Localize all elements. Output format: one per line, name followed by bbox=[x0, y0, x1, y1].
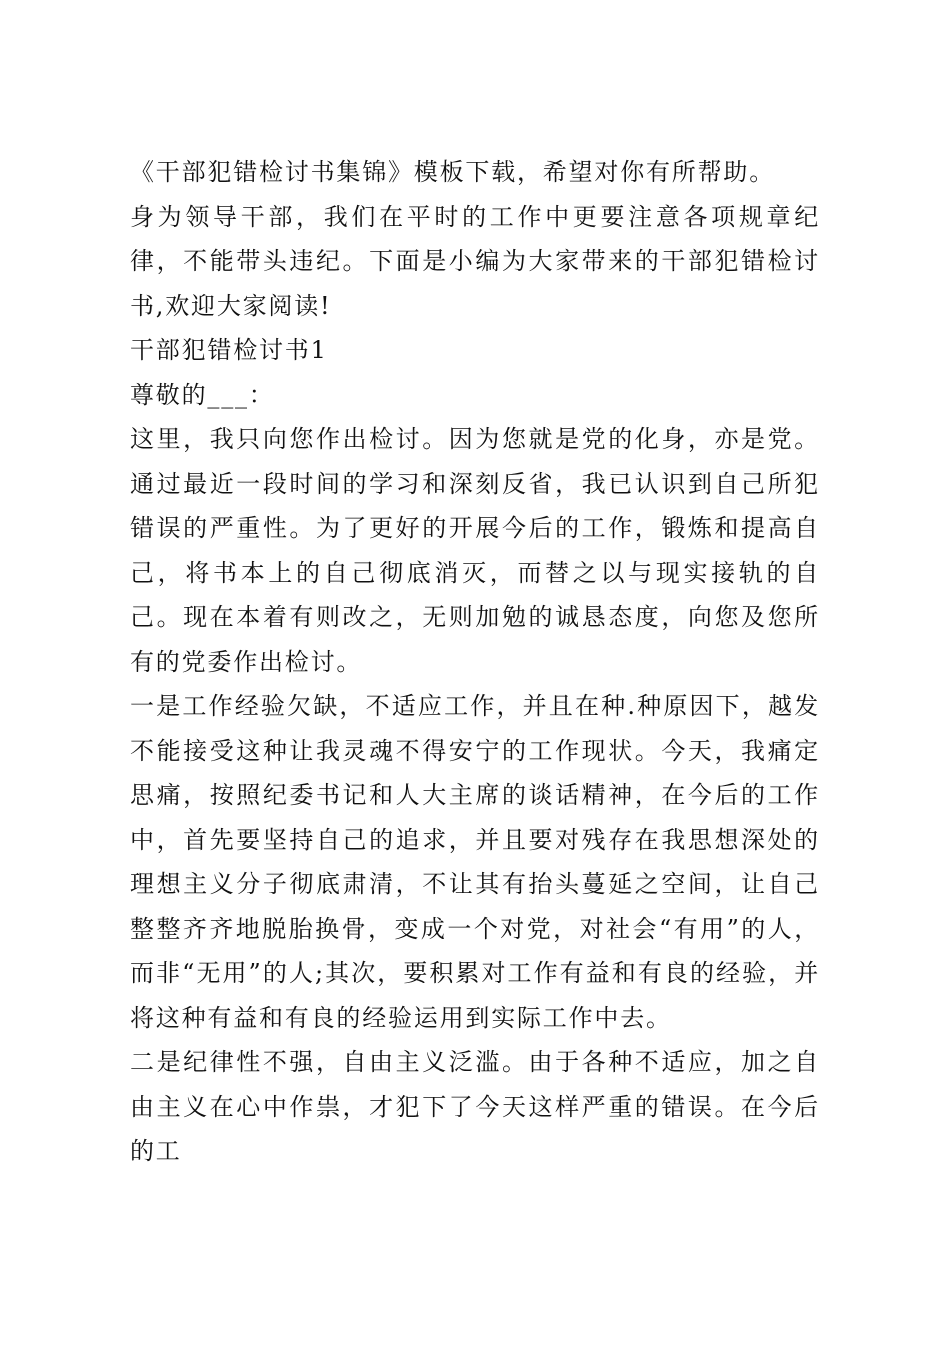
salutation: 尊敬的___： bbox=[130, 380, 275, 409]
intro-line: 《干部犯错检讨书集锦》模板下载，希望对你有所帮助。 bbox=[130, 158, 775, 186]
body-paragraph-3: 二是纪律性不强，自由主义泛滥。由于各种不适应，加之自由主义在心中作祟，才犯下了今天这样严重的错误。在今后的工 bbox=[130, 1048, 820, 1165]
body-paragraph-1: 这里，我只向您作出检讨。因为您就是党的化身，亦是党。通过最近一段时间的学习和深刻反省，我已认识到自己所犯错误的严重性。为了更好的开展今后的工作，锻炼和提高自己，将书本上的自己彻底消灭，而替之以与现实接轨的自己。现在本着有则改之，无则加勉的诚恳态度，向您及您所有的党委作出检讨。 bbox=[130, 425, 820, 676]
lead-paragraph: 身为领导干部，我们在平时的工作中更要注意各项规章纪律，不能带头违纪。下面是小编为大家带来的干部犯错检讨书,欢迎大家阅读! bbox=[130, 202, 820, 320]
document-body bbox=[130, 150, 820, 1174]
body-paragraph-2: 一是工作经验欠缺，不适应工作，并且在种.种原因下，越发不能接受这种让我灵魂不得安宁的工作现状。今天，我痛定思痛，按照纪委书记和人大主席的谈话精神，在今后的工作中，首先要坚持自己的追求，并且要对残存在我思想深处的理想主义分子彻底肃清，不让其有抬头蔓延之空间，让自己整整齐齐地脱胎换骨，变成一个对党，对社会“有用”的人，而非“无用”的人;其次，要积累对工作有益和有良的经验，并将这种有益和有良的经验运用到实际工作中去。 bbox=[130, 692, 820, 1032]
section-title: 干部犯错检讨书1 bbox=[130, 336, 328, 364]
